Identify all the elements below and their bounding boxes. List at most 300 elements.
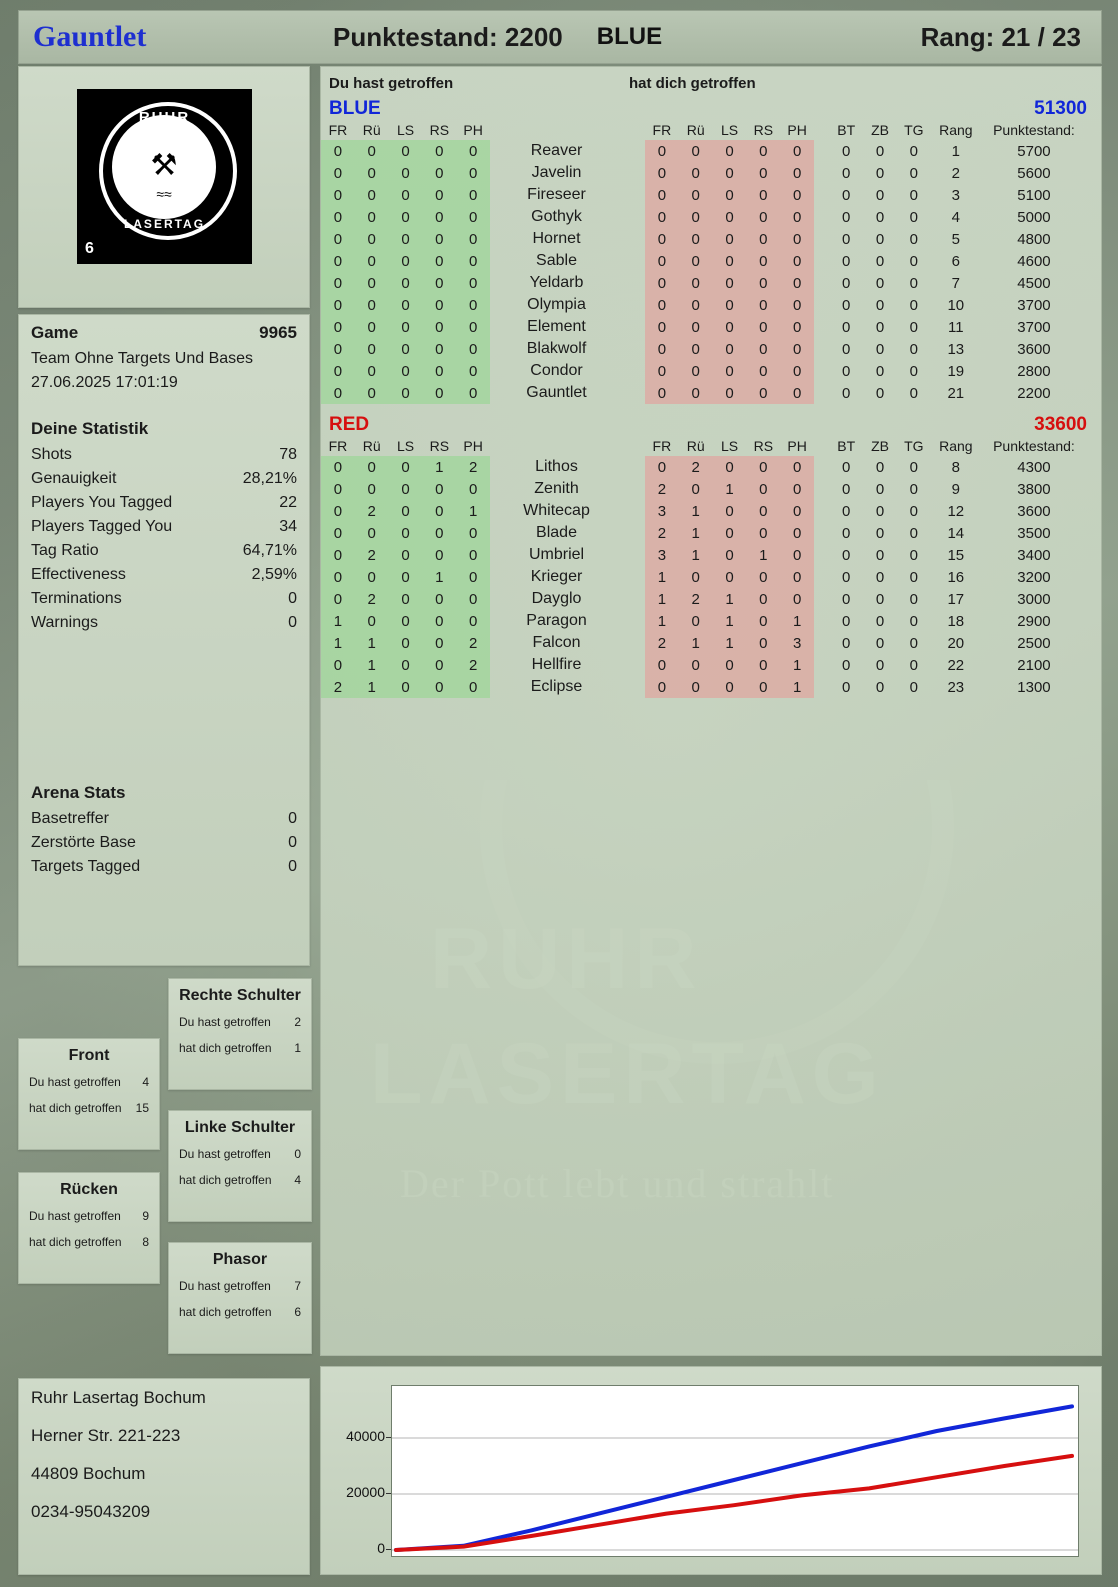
cell-rank: 13 [947,340,965,358]
cell-points: 4300 [1017,458,1051,476]
cell-rank: 11 [948,318,964,336]
cell-hit-rs: 0 [422,544,456,566]
col-bt: BT [837,122,856,138]
stat-value: 22 [279,494,297,511]
cell-got-ph: 1 [780,610,814,632]
chart-axis-tick [386,1549,391,1550]
hitzone-got-label: hat dich getroffen [179,1173,272,1187]
cell-points: 2500 [1017,634,1051,652]
cell-got-ru: 0 [679,140,713,162]
hitzone-hit-row [169,1141,311,1167]
cell-got-ls: 0 [713,566,747,588]
cell-hit-ls: 0 [389,140,423,162]
cell-hit-fr: 0 [321,140,355,162]
cell-got-rs: 0 [746,162,780,184]
cell-hit-rs: 0 [422,676,456,698]
scoreboard-panel [320,66,1102,1356]
cell-hit-rs: 0 [422,338,456,360]
hitzone-hit-row [19,1069,159,1095]
cell-got-ru: 1 [679,544,713,566]
cell-got-fr: 0 [645,272,679,294]
cell-got-ru: 0 [679,162,713,184]
logo-number: 6 [85,240,94,257]
cell-spacer [814,676,829,698]
cell-got-rs: 0 [746,206,780,228]
hitzone-title: Rücken [60,1181,118,1198]
cell-hit-ph: 0 [456,338,490,360]
cell-got-ls: 1 [713,478,747,500]
col-hit-fr: FR [328,122,348,138]
cell-tg: 0 [909,590,918,608]
col-hit-ls: LS [396,438,415,454]
cell-spacer [814,206,829,228]
table-row [321,566,1101,588]
cell-got-ls: 0 [713,456,747,478]
cell-bt: 0 [842,164,851,182]
cell-got-fr: 1 [645,610,679,632]
cell-hit-ph: 0 [456,522,490,544]
cell-got-rs: 0 [746,676,780,698]
cell-got-ru: 0 [679,294,713,316]
cell-hit-fr: 0 [321,162,355,184]
cell-got-ph: 0 [780,206,814,228]
cell-hit-ph: 0 [456,676,490,698]
cell-hit-ls: 0 [389,184,423,206]
arena-stats-title [19,775,309,807]
table-row [321,228,1101,250]
cell-got-ph: 0 [780,162,814,184]
arena-row [19,831,309,855]
cell-got-ls: 0 [713,316,747,338]
cell-hit-ph: 0 [456,272,490,294]
cell-got-rs: 0 [746,294,780,316]
cell-got-ls: 0 [713,522,747,544]
cell-rank: 5 [951,230,960,248]
cell-got-ru: 0 [679,478,713,500]
cell-got-ls: 0 [713,338,747,360]
cell-got-ph: 0 [780,140,814,162]
cell-got-rs: 0 [746,566,780,588]
cell-hit-fr: 0 [321,500,355,522]
cell-hit-fr: 0 [321,588,355,610]
cell-spacer [814,588,829,610]
table-row [321,162,1101,184]
cell-player: Falcon [532,634,581,651]
cell-got-fr: 0 [645,228,679,250]
cell-got-rs: 0 [746,456,780,478]
cell-hit-rs: 0 [422,654,456,676]
cell-hit-ru: 0 [355,522,389,544]
address-line: 44809 Bochum [31,1464,146,1483]
table-row [321,140,1101,162]
cell-got-rs: 0 [746,140,780,162]
cell-tg: 0 [909,230,918,248]
team-name: BLUE [329,98,381,119]
cell-points: 3500 [1017,524,1051,542]
cell-player: Whitecap [523,502,590,519]
cell-tg: 0 [909,384,918,402]
hitzone-hit-label: Du hast getroffen [179,1015,271,1029]
cell-got-ru: 1 [679,522,713,544]
cell-bt: 0 [842,634,851,652]
cell-hit-rs: 0 [422,206,456,228]
cell-hit-fr: 0 [321,206,355,228]
cell-hit-fr: 0 [321,294,355,316]
stat-value: 2,59% [251,566,297,583]
cell-hit-ru: 0 [355,140,389,162]
hitzone-title: Phasor [212,1251,268,1268]
cell-hit-ph: 0 [456,250,490,272]
cell-hit-ph: 0 [456,162,490,184]
cell-spacer [814,382,829,404]
cell-spacer [814,162,829,184]
cell-hit-rs: 0 [422,588,456,610]
cell-got-ru: 0 [679,360,713,382]
cell-hit-ls: 0 [389,294,423,316]
cell-got-ph: 0 [780,228,814,250]
cell-hit-ph: 1 [456,500,490,522]
col-player [490,120,645,140]
cell-spacer [814,654,829,676]
cell-got-ru: 0 [679,228,713,250]
cell-got-fr: 0 [645,338,679,360]
cell-hit-ph: 0 [456,610,490,632]
table-row [321,206,1101,228]
cell-points: 3700 [1017,296,1051,314]
cell-got-ph: 0 [780,250,814,272]
cell-hit-ls: 0 [389,338,423,360]
cell-tg: 0 [909,296,918,314]
cell-hit-fr: 1 [321,610,355,632]
cell-got-ph: 0 [780,588,814,610]
cell-tg: 0 [909,634,918,652]
cell-got-rs: 0 [746,316,780,338]
team-total: 33600 [1034,414,1087,435]
stat-label: Shots [31,446,72,463]
cell-points: 3700 [1017,318,1051,336]
cell-hit-rs: 0 [422,500,456,522]
cell-got-fr: 2 [645,522,679,544]
hitzone-left-shoulder [168,1110,312,1222]
cell-got-ls: 0 [713,500,747,522]
cell-hit-fr: 0 [321,272,355,294]
cell-hit-ph: 2 [456,456,490,478]
hitzone-hit-label: Du hast getroffen [179,1147,271,1161]
cell-got-fr: 0 [645,676,679,698]
table-row [321,478,1101,500]
cell-spacer [814,478,829,500]
group-header-got: hat dich getroffen [629,75,756,92]
col-bt: BT [837,438,856,454]
cell-tg: 0 [909,340,918,358]
arena-label: Targets Tagged [31,858,141,875]
cell-player: Zenith [534,480,579,497]
cell-zb: 0 [875,142,885,160]
cell-hit-rs: 0 [422,632,456,654]
logo-panel [18,66,310,308]
cell-bt: 0 [842,384,851,402]
cell-hit-fr: 0 [321,316,355,338]
table-row [321,654,1101,676]
cell-got-ph: 1 [780,676,814,698]
cell-rank: 14 [947,524,965,542]
cell-got-fr: 2 [645,632,679,654]
cell-hit-ru: 2 [355,544,389,566]
arena-label: Basetreffer [31,810,109,827]
cell-player: Yeldarb [529,274,584,291]
cell-points: 3800 [1017,480,1051,498]
cell-bt: 0 [842,502,851,520]
cell-zb: 0 [875,318,885,336]
cell-player: Gothyk [531,208,582,225]
cell-zb: 0 [875,274,885,292]
cell-spacer [814,338,829,360]
cell-bt: 0 [842,142,851,160]
cell-hit-fr: 0 [321,382,355,404]
cell-bt: 0 [842,546,851,564]
cell-hit-ru: 0 [355,478,389,500]
cell-points: 3600 [1017,502,1051,520]
cell-hit-rs: 0 [422,294,456,316]
cell-got-ls: 1 [713,610,747,632]
cell-got-ru: 2 [679,588,713,610]
hitzone-got-row [19,1095,159,1121]
cell-bt: 0 [842,296,851,314]
cell-bt: 0 [842,340,851,358]
cell-got-rs: 0 [746,184,780,206]
cell-got-rs: 0 [746,610,780,632]
cell-hit-ru: 1 [355,676,389,698]
cell-rank: 21 [947,384,965,402]
stat-row [19,443,309,467]
table-row [321,316,1101,338]
stat-label: Genauigkeit [31,470,117,487]
cell-zb: 0 [875,612,885,630]
hitzone-title: Rechte Schulter [179,987,301,1004]
cell-got-rs: 0 [746,228,780,250]
cell-got-ru: 0 [679,676,713,698]
cell-spacer [814,184,829,206]
cell-hit-ls: 0 [389,654,423,676]
table-row [321,294,1101,316]
cell-hit-ls: 0 [389,456,423,478]
cell-rank: 22 [947,656,965,674]
cell-spacer [814,522,829,544]
col-tg: TG [904,438,924,454]
stat-value: 0 [288,614,297,631]
cell-zb: 0 [875,480,885,498]
cell-bt: 0 [842,656,851,674]
cell-spacer [814,140,829,162]
cell-got-ph: 0 [780,338,814,360]
cell-points: 2100 [1017,656,1051,674]
cell-zb: 0 [875,656,885,674]
cell-hit-ru: 0 [355,162,389,184]
cell-hit-ph: 0 [456,360,490,382]
chart-ytick-0: 0 [377,1540,385,1556]
cell-hit-ls: 0 [389,162,423,184]
cell-points: 5000 [1017,208,1051,226]
hitzone-hit-row [169,1273,311,1299]
cell-hit-rs: 0 [422,478,456,500]
cell-hit-rs: 0 [422,610,456,632]
game-mode: Team Ohne Targets Und Bases [31,350,254,367]
cell-points: 2800 [1017,362,1051,380]
cell-points: 5700 [1017,142,1051,160]
cell-tg: 0 [909,480,918,498]
col-got-rs: RS [753,122,774,138]
cell-player: Lithos [535,458,578,475]
cell-tg: 0 [909,524,918,542]
cell-got-ph: 3 [780,632,814,654]
stat-value: 78 [279,446,297,463]
cell-hit-ph: 0 [456,382,490,404]
hitzone-hit-value: 9 [142,1209,149,1223]
cell-player: Condor [530,362,583,379]
cell-got-ph: 0 [780,544,814,566]
cell-hit-fr: 2 [321,676,355,698]
hitzone-hit-value: 4 [142,1075,149,1089]
cell-got-fr: 0 [645,206,679,228]
cell-tg: 0 [909,612,918,630]
cell-spacer [814,294,829,316]
arena-stats-title-text: Arena Stats [31,783,126,802]
hitzone-title: Front [68,1047,110,1064]
chart-ytick-2: 40000 [346,1428,385,1444]
logo-bottom-text: LASERTAG [123,217,206,231]
cell-hit-rs: 0 [422,316,456,338]
col-tg: TG [904,122,924,138]
stat-row [19,515,309,539]
col-got-ls: LS [720,438,739,454]
cell-hit-ls: 0 [389,610,423,632]
cell-player: Javelin [531,164,582,181]
cell-got-fr: 0 [645,294,679,316]
cell-rank: 2 [951,164,960,182]
address-line: 0234-95043209 [31,1502,151,1521]
cell-zb: 0 [875,546,885,564]
cell-tg: 0 [909,186,918,204]
cell-tg: 0 [909,678,918,696]
table-row [321,610,1101,632]
cell-got-ph: 0 [780,382,814,404]
hitzone-hit-label: Du hast getroffen [29,1209,121,1223]
arena-value: 0 [288,858,297,875]
cell-hit-rs: 0 [422,382,456,404]
cell-got-fr: 0 [645,162,679,184]
cell-hit-fr: 0 [321,478,355,500]
cell-hit-rs: 1 [422,566,456,588]
cell-hit-fr: 0 [321,566,355,588]
cell-got-ph: 1 [780,654,814,676]
hitzone-got-row [169,1167,311,1193]
cell-rank: 1 [951,142,960,160]
col-hit-ru: Rü [362,122,381,138]
stat-value: 34 [279,518,297,535]
table-row [321,272,1101,294]
cell-got-ru: 0 [679,654,713,676]
col-hit-ph: PH [463,122,483,138]
cell-player: Sable [536,252,577,269]
cell-got-ph: 0 [780,566,814,588]
cell-got-ru: 0 [679,184,713,206]
cell-hit-ls: 0 [389,206,423,228]
arena-label: Zerstörte Base [31,834,136,851]
cell-got-rs: 0 [746,272,780,294]
cell-hit-fr: 0 [321,228,355,250]
cell-zb: 0 [875,186,885,204]
col-zb: ZB [871,122,889,138]
cell-tg: 0 [909,164,918,182]
chart-svg [392,1386,1078,1556]
col-rank: Rang [939,438,973,454]
cell-zb: 0 [875,678,885,696]
chart-axis-tick [386,1493,391,1494]
cell-player: Dayglo [531,590,582,607]
cell-spacer [814,610,829,632]
hitzone-hit-value: 2 [294,1015,301,1029]
col-points: Punktestand: [993,122,1075,138]
cell-got-rs: 0 [746,522,780,544]
col-zb: ZB [871,438,889,454]
cell-player: Blade [536,524,577,541]
cell-tg: 0 [909,546,918,564]
cell-hit-ru: 0 [355,206,389,228]
cell-got-ls: 0 [713,228,747,250]
cell-got-fr: 0 [645,140,679,162]
cell-hit-ru: 0 [355,272,389,294]
cell-got-rs: 0 [746,478,780,500]
cell-hit-rs: 0 [422,250,456,272]
cell-got-ls: 0 [713,140,747,162]
cell-got-rs: 0 [746,500,780,522]
cell-hit-ru: 0 [355,360,389,382]
team-header-red [321,412,1101,436]
cell-hit-ph: 2 [456,632,490,654]
cell-zb: 0 [875,230,885,248]
cell-got-ph: 0 [780,456,814,478]
cell-bt: 0 [842,458,851,476]
cell-got-ru: 0 [679,566,713,588]
cell-got-ph: 0 [780,522,814,544]
cell-zb: 0 [875,502,885,520]
cell-hit-ls: 0 [389,360,423,382]
cell-hit-ru: 1 [355,654,389,676]
hitzone-title: Linke Schulter [184,1119,296,1136]
cell-got-ru: 0 [679,610,713,632]
cell-hit-ru: 0 [355,456,389,478]
stat-value: 28,21% [242,470,297,487]
hitzone-hit-row [19,1203,159,1229]
cell-points: 3400 [1017,546,1051,564]
address-line: Ruhr Lasertag Bochum [31,1388,206,1407]
cell-spacer [814,228,829,250]
cell-got-ru: 1 [679,500,713,522]
cell-got-ru: 1 [679,632,713,654]
hitzone-hit-label: Du hast getroffen [29,1075,121,1089]
team-table-blue [321,120,1101,404]
chart-ytick-1: 20000 [346,1484,385,1500]
column-header-row [321,436,1101,456]
cell-got-ls: 0 [713,360,747,382]
cell-player: Umbriel [528,546,585,563]
hitzone-got-value: 15 [135,1101,149,1115]
cell-zb: 0 [875,208,885,226]
cell-zb: 0 [875,590,885,608]
cell-got-ls: 1 [713,588,747,610]
stat-label: Warnings [31,614,98,631]
hitzone-back [18,1172,160,1284]
